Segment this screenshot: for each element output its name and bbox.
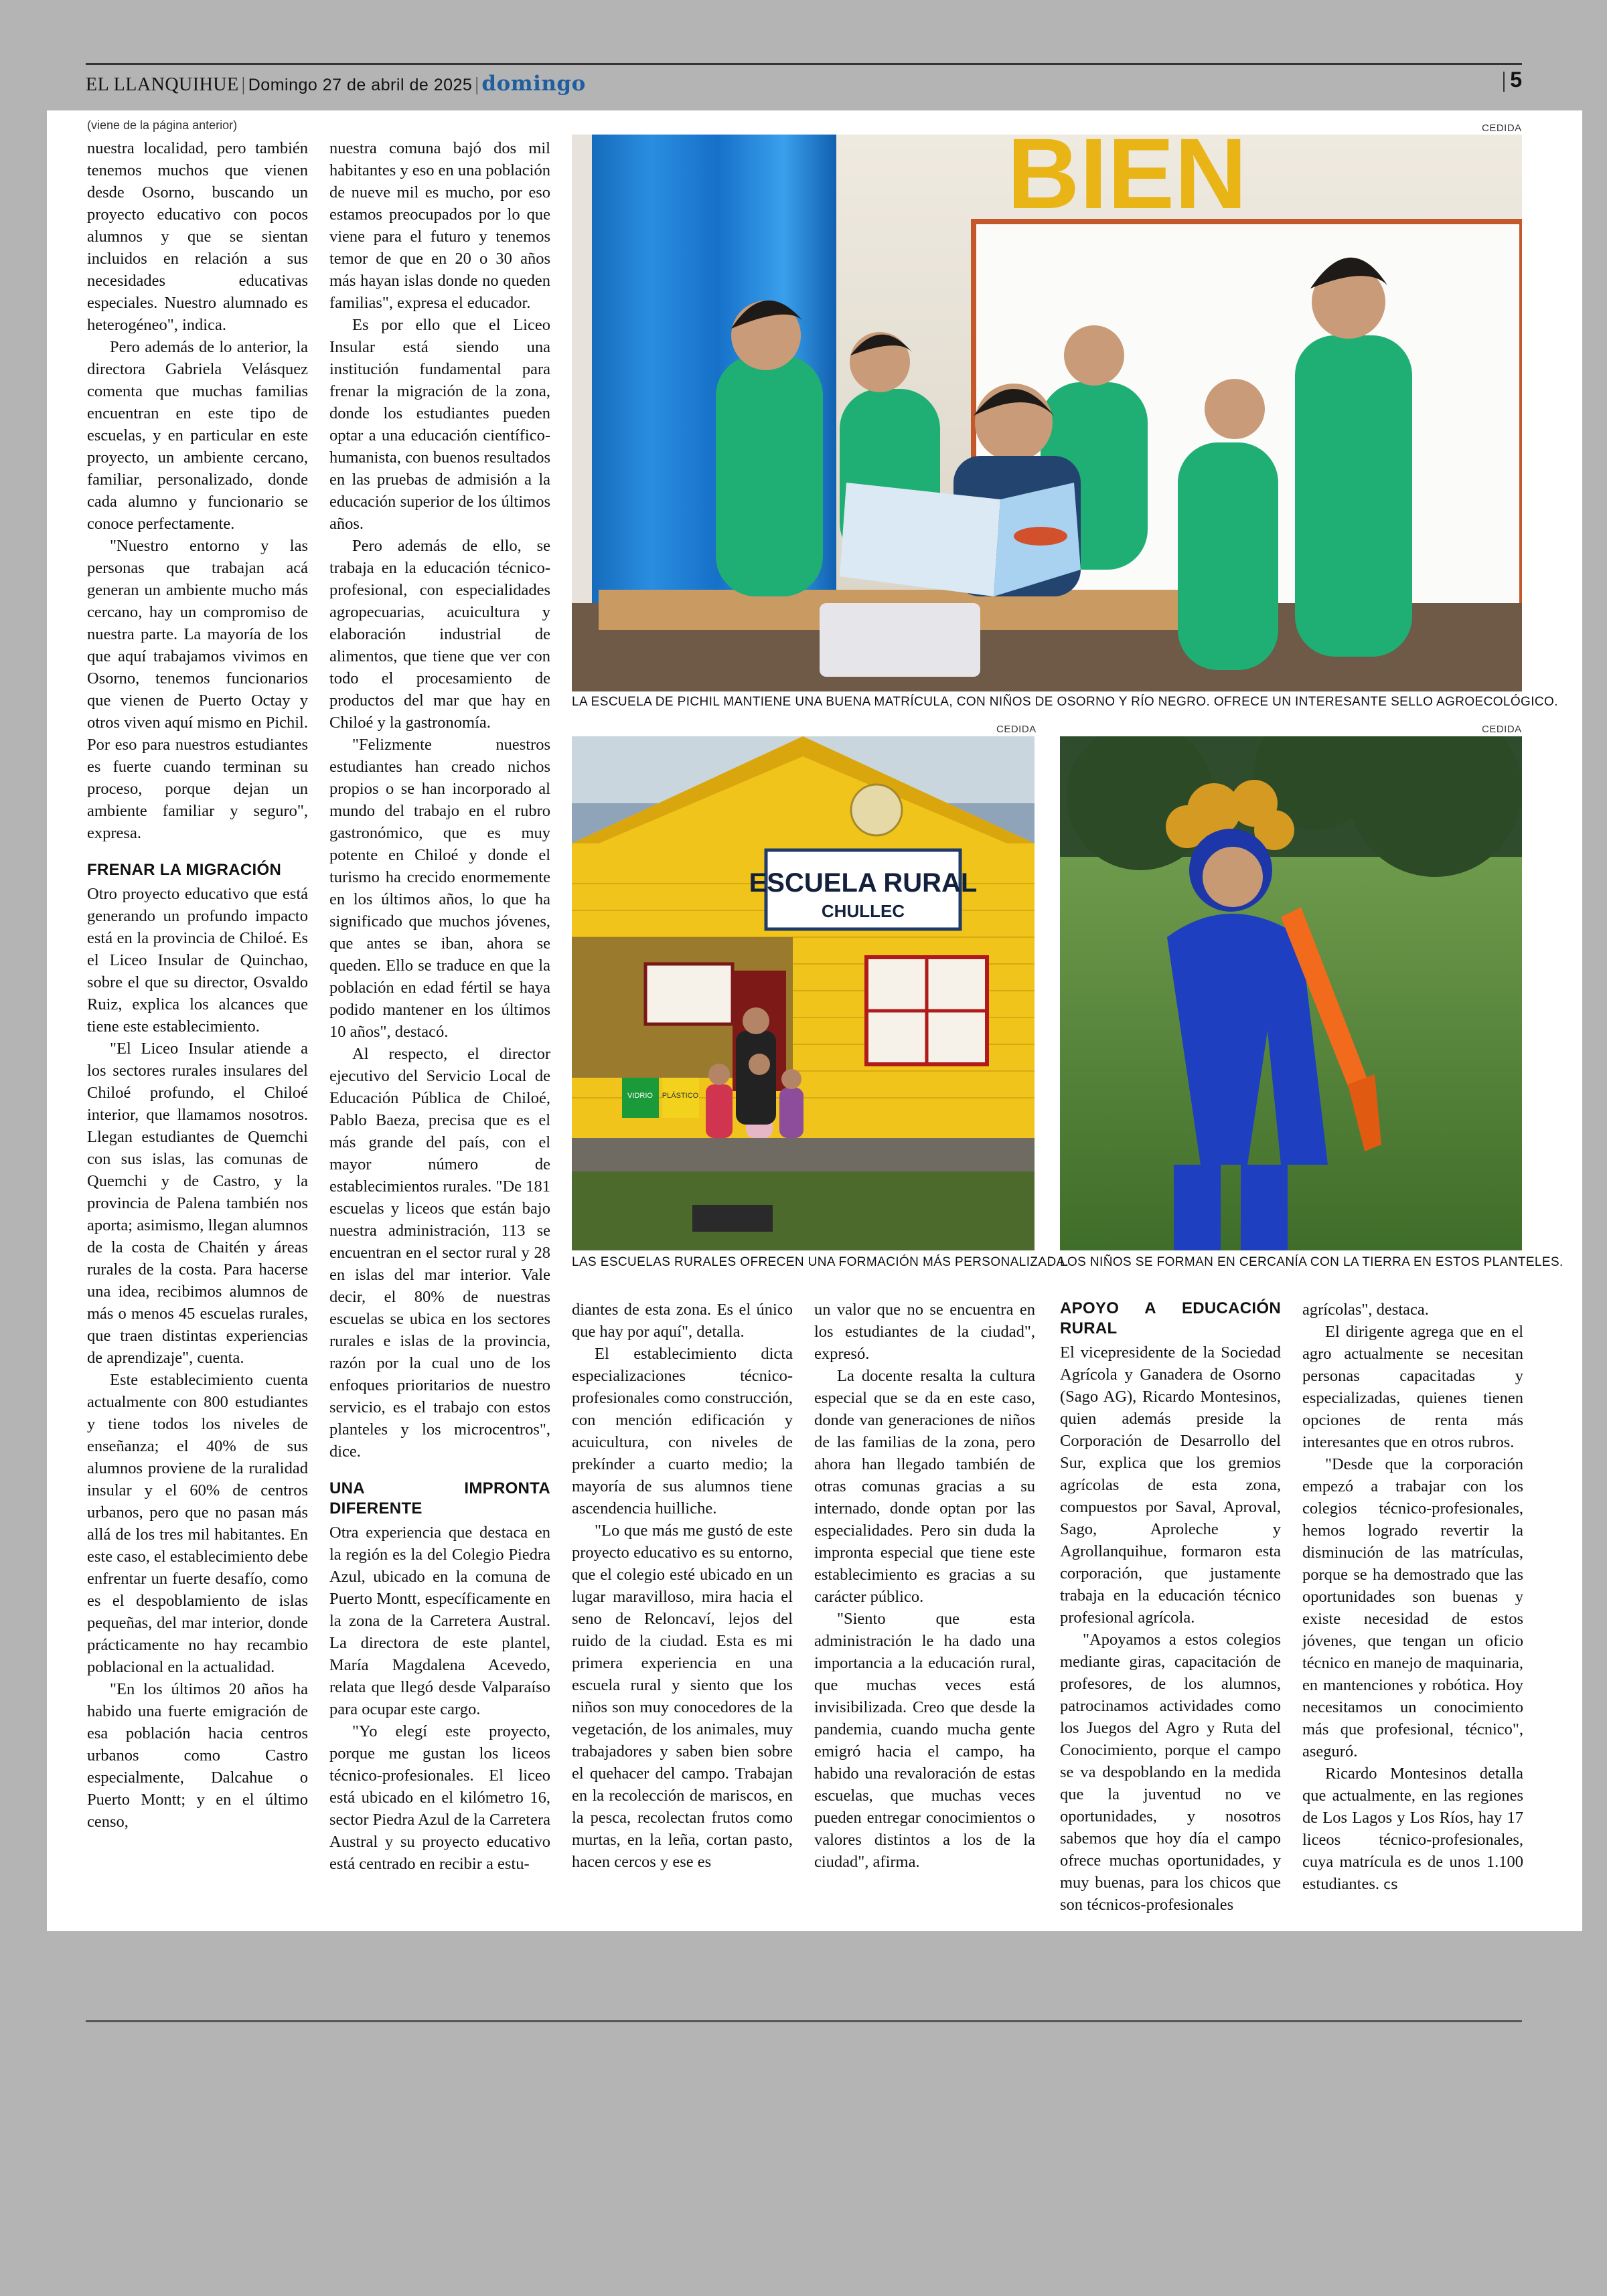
paragraph: Al respecto, el director ejecutivo del Servicio Local de Educación Pública de Chiloé, Pablo Baeza, precisa que es el más grande del país, con el mayor número de establecimientos rurales. "De 181 escuelas y liceos que están bajo nuestra administración, 113 se encuentran en el sector rural y 28 en islas del mar interior. Vale decir, el 80% de nuestras escuelas se ubica en los sectores rurales e islas de la provincia, razón por la cual uno de los enfoques prioritarios de nuestro servicio, es el trabajo con estos planteles y los microcentros", dice. [329,1045,550,1461]
page-number: 5 [1510,68,1522,92]
page-header [86,63,1522,102]
paragraph: agrícolas", destaca. [1302,1301,1429,1319]
paragraph: "El Liceo Insular atiende a los sectores rurales insulares del Chiloé profundo, el Chiloé interior, que llamamos nosotros. Llegan estudiantes de Quemchi con sus islas, las comunas de Quemchi y de Castro, y la provincia de Palena también nos aporta; asimismo, llegan alumnos de la costa de Chaitén y áreas rurales de la costa. Para hacerse una idea, recibimos alumnos de más o menos 45 escuelas rurales, que traen distintas experiencias de aprendizaje", cuenta. [87,1040,308,1367]
caption-boy-photo: LOS NIÑOS SE FORMAN EN CERCANÍA CON LA TIERRA EN ESTOS PLANTELES. [1060,1255,1563,1269]
article-column-4 [814,1299,1035,1873]
paragraph: Es por ello que el Liceo Insular está siendo una institución fundamental para frenar la migración de la zona, donde los estudiantes pueden optar a una educación científico-humanista, con buenos resultados en las pruebas de admisión a la educación superior de los últimos años. [329,316,550,533]
issue-date: Domingo 27 de abril de 2025 [248,76,473,94]
caption-top-photo: LA ESCUELA DE PICHIL MANTIENE UNA BUENA MATRÍCULA, CON NIÑOS DE OSORNO Y RÍO NEGRO. OFRECE UN INTERESANTE SELLO AGROECOLÓGICO. [572,695,1558,709]
paragraph: "Apoyamos a estos colegios mediante giras, capacitación de profesores, de los alumnos, patrocinamos actividades como los Juegos del Agro y Ruta del Conocimiento, porque el campo se va despoblando en la medida que la juventud no ve oportunidades, y nosotros sabemos que hoy día el campo ofrece muchas oportunidades, y muy buenas, para los chicos que son técnicos-profesionales [1060,1631,1281,1914]
school-photo [572,736,1035,1250]
paragraph: Otro proyecto educativo que está generando un profundo impacto está en la provincia de Chiloé. Es el Liceo Insular de Quinchao, sobre el que su director, Osvaldo Ruiz, explica los alcances que tiene este establecimiento. [87,885,308,1036]
subheading-apoyo-educacion-rural: APOYO A EDUCACIÓN RURAL [1060,1299,1281,1337]
paragraph: El dirigente agrega que en el agro actualmente se necesitan personas capacitadas y especializadas, quienes tienen opciones de renta más interesantes que en otros rubros. [1302,1323,1523,1451]
paragraph: Otra experiencia que destaca en la región es la del Colegio Piedra Azul, ubicado en la comuna de Puerto Montt, específicamente en la zona de la Carretera Austral. La directora de este plantel, María Magdalena Acevedo, relata que llegó desde Valparaíso para ocupar este cargo. [329,1524,550,1718]
section-name: domingo [481,72,586,96]
paragraph: "Nuestro entorno y las personas que trabajan acá generan un ambiente mucho más cercano, hay un compromiso de nuestra parte. La mayoría de los que aquí trabajamos vivimos en Osorno, tenemos funcionarios que vienen de Puerto Octay y otros viven aquí mismo en Pichil. Por eso para nuestros estudiantes es fuerte cuando terminan su proceso, porque dejan un ambiente familiar y seguro", expresa. [87,537,308,842]
paragraph: "Lo que más me gustó de este proyecto educativo es su entorno, que el colegio esté ubicado en un lugar maravilloso, mira hacia el seno de Reloncaví, lejos del ruido de la ciudad. Esta es mi primera experiencia en una escuela rural y siento que los niños son muy conocedores de la vegetación, de los animales, muy trabajadores y saben bien sobre el quehacer del campo. Trabajan en la recolección de mariscos, en la pesca, recolectan frutos como murtas, en la leña, cortan pasto, hacen cercos y ese es [572,1522,793,1871]
paragraph: El vicepresidente de la Sociedad Agrícola y Ganadera de Osorno (Sago AG), Ricardo Montesinos, quien además preside la Corporación de Desarrollo del Sur, explica que los gremios agrícolas de esta zona, compuestos por Saval, Aproval, Sago, Aproleche y Agrollanquihue, formaron esta corporación, que justamente trabaja en la educación técnico profesional agrícola. [1060,1343,1281,1627]
article-column-6 [1302,1299,1523,1896]
paragraph: diantes de esta zona. Es el único que hay por aquí", detalla. [572,1301,793,1341]
article-column-1 [87,137,308,1833]
article-column-5 [1060,1299,1281,1916]
bin-label-glass: VIDRIO [627,1092,653,1100]
end-mark: cs [1383,1876,1398,1892]
paragraph: La docente resalta la cultura especial que se da en este caso, donde van generaciones de niños de las familias de la zona, pero ahora han llegado también de otras comunas gracias a su internado, donde optan por las especialidades. Pero sin duda la impronta especial que tiene este establecimiento es gracias a su carácter público. [814,1367,1035,1606]
paragraph: "Siento que esta administración le ha dado una importancia a la educación rural, que muchas veces está invisibilizada. Creo que desde la pandemia, cuando mucha gente emigró hacia el campo, ha habido una revaloración de estas escuelas, que muchas veces pueden entregar conocimientos o valores distintos a los de la ciudad", afirma. [814,1610,1035,1871]
paragraph: nuestra comuna bajó dos mil habitantes y eso en una población de nueve mil es mucho, por eso estamos preocupados por lo que viene para el futuro y tenemos temor de que en 20 o 30 años más hayan islas donde no queden familias", expresa el educador. [329,139,550,312]
paragraph: Este establecimiento cuenta actualmente con 800 estudiantes y tiene todos los niveles de enseñanza; el 40% de sus alumnos proviene de la ruralidad insular y el 60% de centros urbanos, pero que no pasan más allá de los tres mil habitantes. En este caso, el establecimiento debe enfrentar un fuerte desafío, como es el despoblamiento de islas pequeñas, del mar interior, donde prácticamente no hay recambio poblacional en la actualidad. [87,1371,308,1676]
school-sign-name: ESCUELA RURAL [749,868,978,898]
footer-rule [86,2020,1522,2022]
paragraph: "En los últimos 20 años ha habido una fuerte emigración de esa población hacia centros urbanos como Castro especialmente, Dalcahue o Puerto Montt; y en el último censo, [87,1680,308,1831]
paragraph-text: Ricardo Montesinos detalla que actualmente, en las regiones de Los Lagos y Los Ríos, hay 17 liceos técnico-profesionales, cuya matrícula es de unos 1.100 estudiantes. [1302,1765,1523,1893]
paragraph: Pero además de lo anterior, la directora Gabriela Velásquez comenta que muchas familias encuentran en este tipo de escuelas, y en particular en este proyecto, un ambiente cercano, familiar, personalizado, donde cada alumno y funcionario se conoce perfectamente. [87,338,308,533]
photo-credit-boy: CEDIDA [1482,724,1522,735]
article-column-2 [329,137,550,1875]
caption-school-photo: LAS ESCUELAS RURALES OFRECEN UNA FORMACIÓN MÁS PERSONALIZADA. [572,1255,1069,1269]
header-left: EL LLANQUIHUE | Domingo 27 de abril de 2025 | domingo [86,72,586,96]
newspaper-name: EL LLANQUIHUE [86,74,239,95]
paragraph: "Felizmente nuestros estudiantes han creado nichos propios o se han incorporado al mundo del trabajo en el rubro gastronómico, que es muy potente en Chiloé y donde el turismo ha crecido enormemente en los últimos años, lo que ha significado que muchos jóvenes, que antes se iban, ahora se queden. Ello se traduce en que la población en edad fértil se haya podido mantener en los últimos 10 años", destacó. [329,736,550,1041]
school-sign-place: CHULLEC [821,901,905,921]
photo-credit-school: CEDIDA [996,724,1037,735]
continued-note: (viene de la página anterior) [87,118,238,132]
paragraph: un valor que no se encuentra en los estudiantes de la ciudad", expresó. [814,1301,1035,1363]
paragraph: "Yo elegí este proyecto, porque me gustan los liceos técnico-profesionales. El liceo está ubicado en el kilómetro 16, sector Piedra Azul de la Carretera Austral y su proyecto educativo está centrado en recibir a estu- [329,1722,550,1873]
paragraph [1302,1762,1523,1896]
subheading-frenar-migracion: FRENAR LA MIGRACIÓN [87,861,282,879]
paragraph: nuestra localidad, pero también tenemos muchos que vienen desde Osorno, buscando un proyecto educativo con pocos alumnos y que se sientan incluidos en relación a sus necesidades educativas especiales. Nuestro alumnado es heterogéneo", indica. [87,139,308,334]
newspaper-page [47,110,1582,1931]
paragraph: Pero además de ello, se trabaja en la educación técnico-profesional, con especialidades agropecuarias, acuicultura y elaboración industrial de alimentos, que tiene que ver con todo el procesamiento de productos del mar que hay en Chiloé y la gastronomía. [329,537,550,732]
paragraph: El establecimiento dicta especializaciones técnico-profesionales como construcción, con mención edificación y acuicultura, con niveles de prekínder a cuarto medio; la mayoría de sus alumnos tiene ascendencia huilliche. [572,1345,793,1518]
classroom-photo [572,135,1522,691]
bin-label-plastic: PLÁSTICO [662,1092,699,1100]
photo-credit-top: CEDIDA [1482,122,1522,134]
boy-photo [1060,736,1522,1250]
article-column-3 [572,1299,793,1873]
wall-letters: BIEN [1007,135,1247,230]
paragraph: "Desde que la corporación empezó a trabajar con los colegios técnico-profesionales, hemos logrado revertir la disminución de las matrículas, porque se ha demostrado que las oportunidades son buenas y existe necesidad de estos jóvenes, que tengan un oficio técnico en manejo de maquinaria, en mantenciones y robótica. Hoy necesitamos un conocimiento más que profesional, técnico", aseguró. [1302,1455,1523,1760]
subheading-impronta-diferente: UNA IMPRONTA DIFERENTE [329,1479,550,1518]
